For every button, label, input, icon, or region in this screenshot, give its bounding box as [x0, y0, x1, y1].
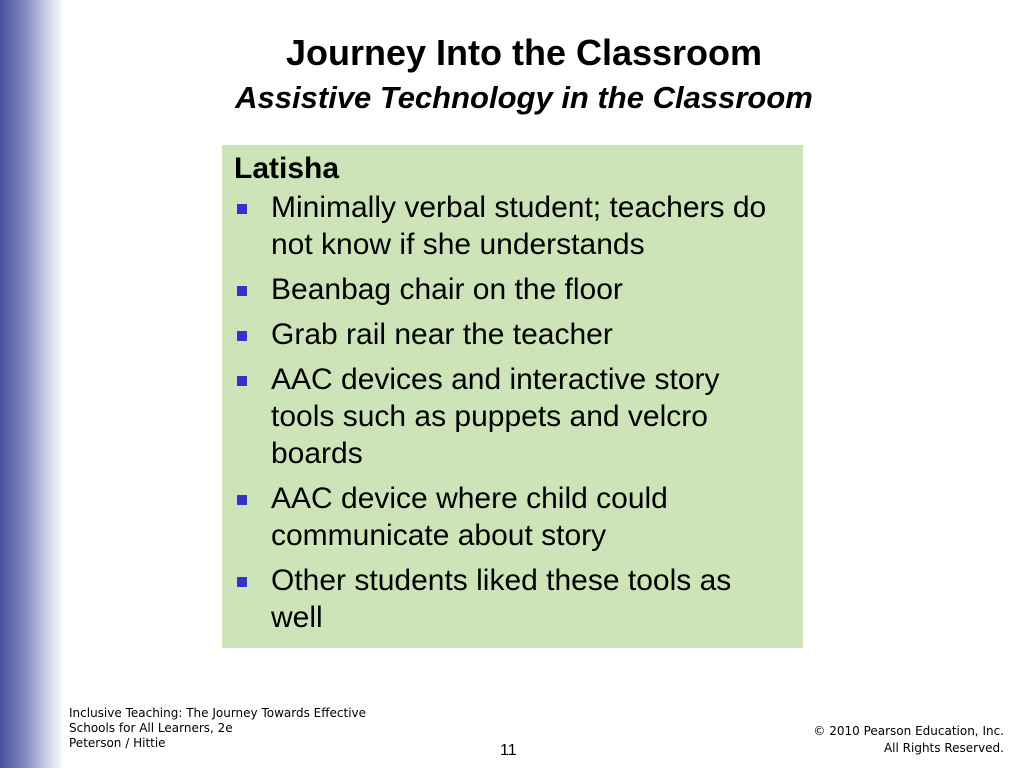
- list-item: [234, 480, 791, 554]
- footer-line: Inclusive Teaching: The Journey Towards Effective: [69, 706, 367, 720]
- list-item: [234, 271, 791, 308]
- slide-subtitle: Assistive Technology in the Classroom: [235, 80, 813, 115]
- content-box: [222, 145, 803, 648]
- square-bullet-icon: [237, 495, 247, 505]
- list-item: [234, 361, 791, 472]
- square-bullet-icon: [237, 331, 247, 341]
- footer-line: Schools for All Learners, 2e: [69, 721, 233, 735]
- list-item-text: Grab rail near the teacher: [271, 318, 613, 351]
- footer-copyright: [813, 723, 1004, 757]
- square-bullet-icon: [237, 376, 247, 386]
- list-item: [234, 189, 791, 263]
- list-item: [234, 562, 791, 636]
- list-item: [234, 316, 791, 353]
- list-item-text: Minimally verbal student; teachers do not know if she understands: [271, 191, 767, 261]
- list-item-text: AAC devices and interactive story tools such as puppets and velcro boards: [271, 363, 720, 470]
- square-bullet-icon: [237, 204, 247, 214]
- bullet-list: [234, 189, 791, 636]
- footer-line: Peterson / Hittie: [69, 736, 166, 750]
- box-heading: Latisha: [234, 152, 340, 185]
- slide-title: Journey Into the Classroom: [285, 32, 763, 73]
- list-item-text: Other students liked these tools as well: [271, 564, 732, 634]
- page-number: 11: [500, 742, 517, 759]
- square-bullet-icon: [237, 286, 247, 296]
- rights-line: All Rights Reserved.: [883, 741, 1004, 755]
- copyright-line: © 2010 Pearson Education, Inc.: [813, 724, 1004, 738]
- list-item-text: AAC device where child could communicate about story: [271, 482, 668, 552]
- list-item-text: Beanbag chair on the floor: [271, 273, 623, 306]
- square-bullet-icon: [237, 577, 247, 587]
- footer-citation: [69, 706, 366, 751]
